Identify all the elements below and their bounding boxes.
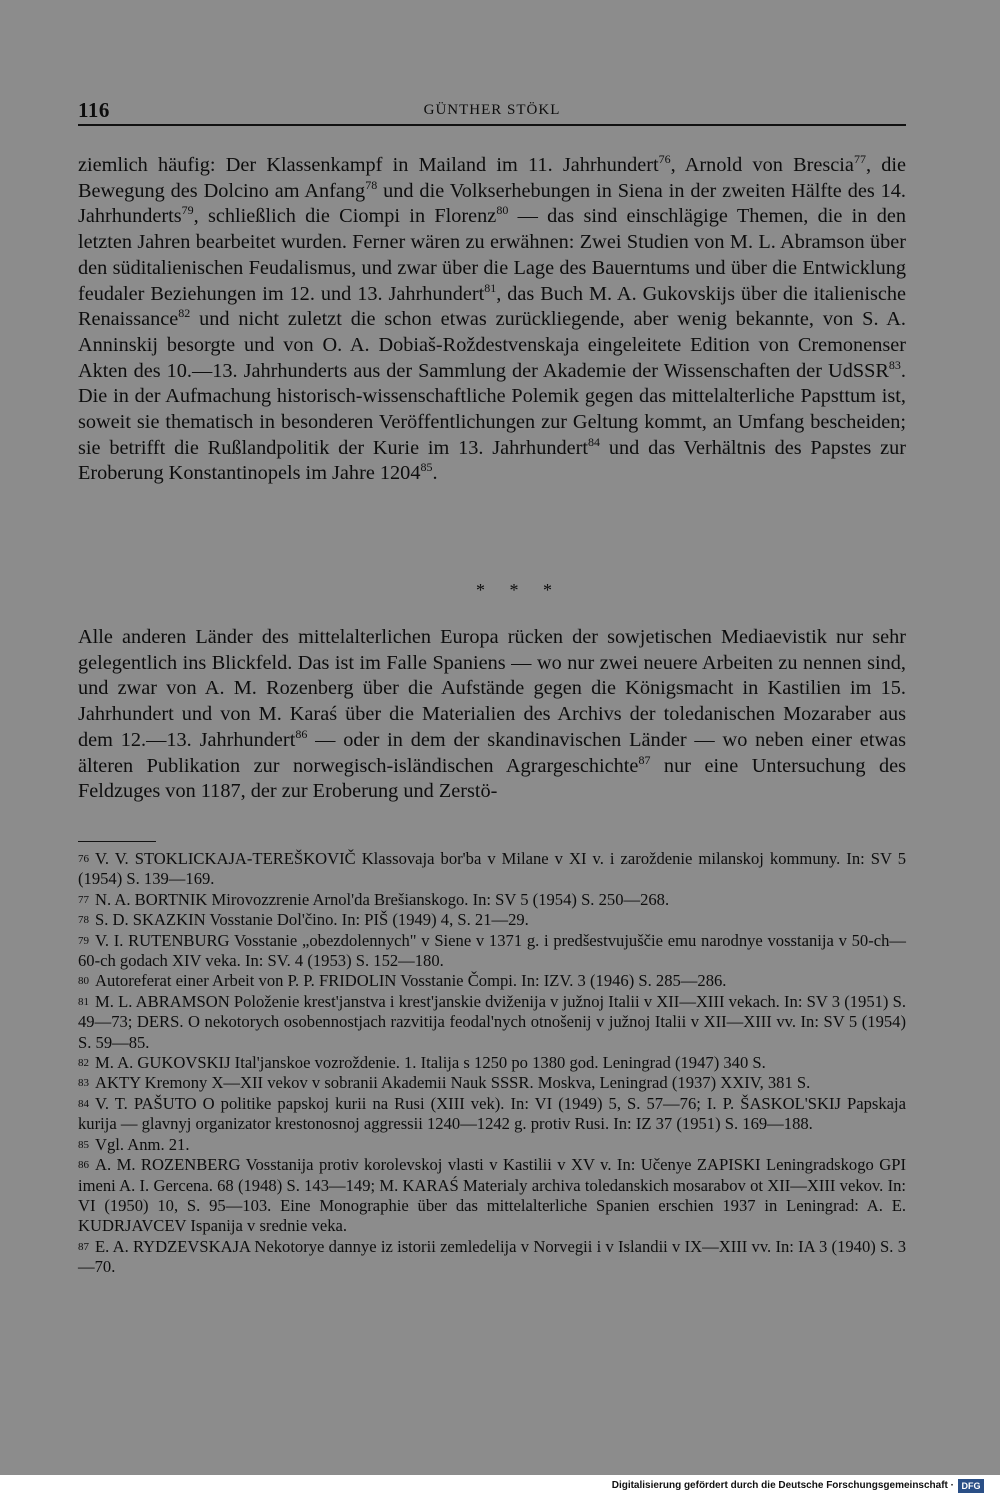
footnote <box>78 1053 906 1073</box>
footnote-reference: 80 <box>496 203 509 218</box>
footnotes <box>78 849 906 1278</box>
digitization-credit: Digitalisierung gefördert durch die Deutsche Forschungsgemeinschaft · <box>611 1480 954 1491</box>
footnote-number: 78 <box>78 914 89 927</box>
footnote-text: E. A. RYDZEVSKAJA Nekotorye dannye iz istorii zemledelija v Norvegii i v Islandii v IX—XIII vv. In: IA 3 (1940) S. 3—70. <box>78 1236 906 1277</box>
footnote-reference: 77 <box>853 152 866 167</box>
footnote-number: 81 <box>78 995 89 1008</box>
footnote <box>78 971 906 991</box>
footnote-number: 80 <box>78 975 89 988</box>
footnote <box>78 1073 906 1093</box>
footnote-number: 83 <box>78 1077 89 1090</box>
text-run: . <box>432 462 438 485</box>
footnote-text: Vgl. Anm. 21. <box>95 1134 190 1154</box>
footnote-reference: 84 <box>588 434 601 449</box>
footnote-number: 77 <box>78 893 89 906</box>
footnote-text: M. L. ABRAMSON Položenie krest'janstva i krest'janskie dviženija v južnoj Italii v XII—XIII vekach. In: SV 3 (1951) S. 49—73; DERS. O nekotorych osobennostjach razvitija feodal'nych otnošenij v južnoj Italii v XII—XIII vv. In: SV 5 (1954) S. 59—85. <box>78 991 906 1052</box>
body-paragraph-1 <box>78 153 906 487</box>
footnote <box>78 1237 906 1278</box>
footnote-number: 87 <box>78 1240 89 1253</box>
text-run: , schließlich die Ciompi in Florenz <box>193 205 497 228</box>
text-run: und die Volkserhebungen in Siena in der zweiten Hälfte des 14. Jahrhunderts <box>78 179 906 228</box>
footnote-reference: 85 <box>420 460 433 475</box>
dfg-logo-icon: DFG <box>958 1479 984 1493</box>
footnote <box>78 910 906 930</box>
footnote-text: Autoreferat einer Arbeit von P. P. FRIDOLIN Vosstanie Čompi. In: IZV. 3 (1946) S. 285—286. <box>95 971 727 991</box>
text-run: . Die in der Aufmachung historisch-wissenschaftliche Polemik gegen das mittelalterliche Papsttum ist, soweit sie thematisch in besonderen Veröffentlichungen zur Geltung kommt, an Umfang bescheiden; sie betrifft die Rußlandpolitik der Kurie im 13. Jahrhundert <box>78 359 906 459</box>
footnote-text: M. A. GUKOVSKIJ Ital'janskoe vozroždenie. 1. Italija s 1250 po 1380 god. Leningrad (1947) 340 S. <box>95 1053 766 1073</box>
footnote <box>78 1135 906 1155</box>
footnote-text: V. I. RUTENBURG Vosstanie „obezdolennych" v Siene v 1371 g. i predšestvujuščie emu narodnye vosstanija v 50-ch—60-ch godach XIV veka. In: SV. 4 (1953) S. 152—180. <box>78 930 906 971</box>
footnote <box>78 931 906 972</box>
section-separator: * * * <box>476 580 562 600</box>
footnote-number: 85 <box>78 1138 89 1151</box>
footnote-rule <box>78 841 156 842</box>
body-paragraph-2 <box>78 625 906 805</box>
footnote-text: S. D. SKAZKIN Vosstanie Dol'čino. In: PIŠ (1949) 4, S. 21—29. <box>95 910 529 930</box>
footnote-number: 86 <box>78 1159 89 1172</box>
footnote-reference: 83 <box>888 357 901 372</box>
page-header <box>78 98 906 126</box>
footnote-number: 82 <box>78 1057 89 1070</box>
running-head: GÜNTHER STÖKL <box>423 102 561 118</box>
footnote <box>78 992 906 1053</box>
text-run: , die Bewegung des Dolcino am Anfang <box>78 154 907 202</box>
text-run: Alle anderen Länder des mittelalterlichen Europa rücken der sowjetischen Mediaevistik nur sehr gelegentlich ins Blickfeld. Das ist im Falle Spaniens — wo nur zwei neuere Arbeiten zu nennen sind, und zwar von A. M. Rozenberg über die Aufstände gegen die Königsmacht in Kastilien im 15. Jahrhundert und von M. Karaś über die Materialien des Archivs der toledanischen Mozaraber aus dem 12.—13. Jahrhundert <box>78 626 906 751</box>
footnote-text: AKTY Kremony X—XII vekov v sobranii Akademii Nauk SSSR. Moskva, Leningrad (1937) XXIV, 381 S. <box>95 1073 811 1093</box>
footnote-reference: 78 <box>365 177 378 192</box>
footnote-number: 79 <box>78 934 89 947</box>
footnote-number: 84 <box>78 1097 89 1110</box>
text-run: , Arnold von Brescia <box>670 154 854 176</box>
footnote-reference: 86 <box>295 727 308 742</box>
text-run: ziemlich häufig: Der Klassenkampf in Mailand im 11. Jahrhundert <box>78 154 659 176</box>
text-run: — oder in dem der skandinavischen Länder — wo neben einer etwas älteren Publikation zur norwegisch-isländischen Agrargeschichte <box>78 728 906 777</box>
text-run: nur eine Untersuchung des Feldzuges von 1187, der zur Eroberung und Zerstö- <box>78 754 906 803</box>
footnote <box>78 1094 906 1135</box>
footnote-reference: 82 <box>178 306 191 321</box>
footnote <box>78 1155 906 1237</box>
footnote-text: V. T. PAŠUTO O politike papskoj kurii na Rusi (XIII vek). In: VI (1949) 5, S. 57—76; I. P. ŠASKOL'SKIJ Papskaja kurija — glavnyj organizator krestonosnoj aggressii 1240—1242 g. protiv Rusi. In: IZ 37 (1951) S. 169—188. <box>78 1093 906 1134</box>
footnote-text: V. V. STOKLICKAJA-TEREŠKOVIČ Klassovaja bor'ba v Milane v XI v. i zaroždenie milanskoj kommuny. In: SV 5 (1954) S. 139—169. <box>78 849 906 889</box>
footnote <box>78 890 906 910</box>
footnote-reference: 76 <box>658 152 671 167</box>
page-number: 116 <box>78 98 110 122</box>
footnote-reference: 81 <box>484 280 497 295</box>
footnote-text: A. M. ROZENBERG Vosstanija protiv korolevskoj vlasti v Kastilii v XV v. In: Učenye ZAPISKI Leningradskogo GPI imeni A. I. Gercena. 68 (1948) S. 143—149; M. KARAŚ Materialy archiva toledanskich mosarabov ot XII—XIII vekov. In: VI (1950) 10, S. 95—103. Eine Monographie über das mittelalterliche Spanien erschien 1937 in Leningrad: A. E. KUDRJAVCEV Ispanija v srednie veka. <box>78 1155 906 1236</box>
text-run: und nicht zuletzt die schon etwas zurückliegende, aber wenig bekannte, von S. A. Anninskij besorgte und von O. A. Dobiaš-Roždestvenskaja eingeleitete Edition von Cremonenser Akten des 10.—13. Jahrhunderts aus der Sammlung der Akademie der Wissenschaften der UdSSR <box>78 308 906 382</box>
footnote-reference: 87 <box>638 752 651 767</box>
text-run: und das Verhältnis des Papstes zur Eroberung Konstantinopels im Jahre 1204 <box>78 436 906 485</box>
footnote-reference: 79 <box>181 203 194 218</box>
text-run: — das sind einschlägige Themen, die in den letzten Jahren bearbeitet wurden. Ferner wären zu erwähnen: Zwei Studien von M. L. Abramson über den süditalienischen Feudalismus, und zwar über die Lage des Bauerntums und über die Entwicklung feudaler Beziehungen im 12. und 13. Jahrhundert <box>78 205 906 305</box>
footnote-text: N. A. BORTNIK Mirovozzrenie Arnol'da Brešianskogo. In: SV 5 (1954) S. 250—268. <box>95 889 670 909</box>
footnote <box>78 849 906 890</box>
footnote-number: 76 <box>78 853 89 865</box>
text-run: , das Buch M. A. Gukovskijs über die italienische Renaissance <box>78 282 906 331</box>
